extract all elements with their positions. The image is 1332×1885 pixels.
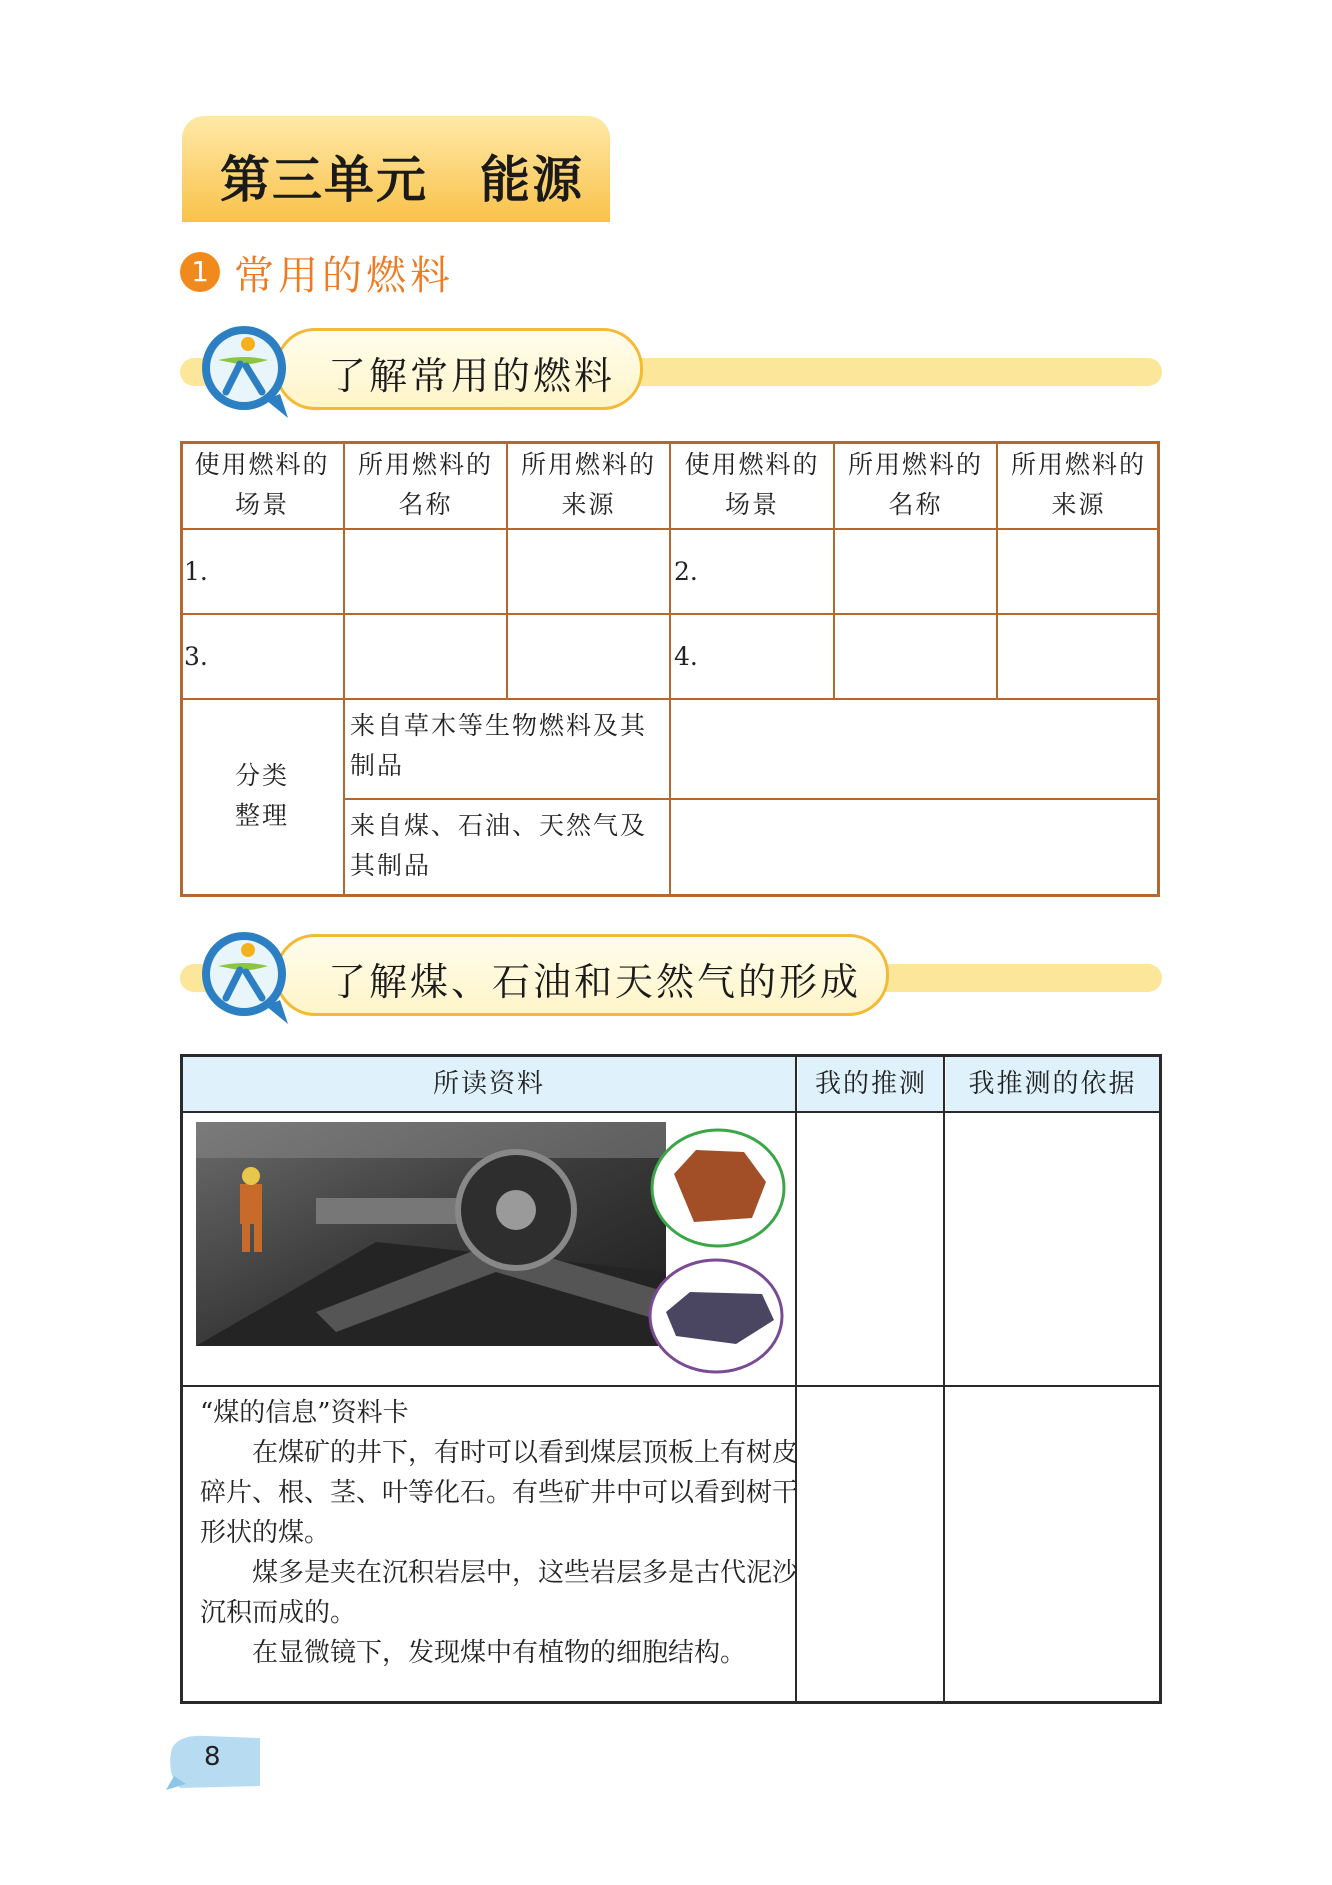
page-number: 8: [204, 1742, 221, 1772]
table2-header-guess: 我的推测: [798, 1056, 944, 1113]
row-label-2: 2.: [674, 557, 698, 586]
lesson-title: 常用的燃料: [234, 253, 454, 299]
lesson-number-badge: 1: [180, 252, 220, 292]
coal-info-paragraph: 在煤矿的井下，有时可以看到煤层顶板上有树皮碎片、根、茎、叶等化石。有些矿井中可以看到树干形状的煤。: [200, 1438, 799, 1548]
header-line: 名称: [888, 490, 943, 519]
classify-biofuel: [350, 706, 670, 786]
activity1-title: 了解常用的燃料: [328, 354, 616, 398]
coal-mine-photo: [196, 1122, 790, 1378]
row-label-1: 1.: [184, 557, 208, 586]
table2-header-basis: 我推测的依据: [946, 1056, 1159, 1113]
classify-line: 来自煤、石油、天然气及: [350, 811, 648, 840]
classify-line: 制品: [350, 751, 405, 780]
coal-info-card-title: “煤的信息”资料卡: [200, 1398, 409, 1428]
header-line: 所用燃料的: [520, 450, 656, 479]
classify-fossil: [350, 806, 670, 886]
header-line: 所用燃料的: [357, 450, 493, 479]
header-line: 使用燃料的: [684, 450, 820, 479]
unit-title: 第三单元 能源: [220, 150, 584, 209]
header-line: 来源: [561, 490, 616, 519]
classify-line: 其制品: [350, 851, 432, 880]
classify-label-line: 分类: [234, 761, 289, 790]
classify-label-line: 整理: [234, 801, 289, 830]
header-line: 所用燃料的: [847, 450, 983, 479]
header-line: 使用燃料的: [194, 450, 330, 479]
header-line: 来源: [1051, 490, 1106, 519]
header-line: 场景: [234, 490, 289, 519]
table1-header-scene: [180, 441, 344, 525]
table1-header-scene-2: [670, 441, 834, 525]
row-label-4: 4.: [674, 642, 698, 671]
row-label-3: 3.: [184, 642, 208, 671]
activity2-title: 了解煤、石油和天然气的形成: [328, 960, 862, 1004]
table1-header-source-2: [997, 441, 1160, 525]
table1-header-name-2: [834, 441, 997, 525]
table1-header-source: [507, 441, 670, 525]
coal-info-card: [200, 1393, 800, 1673]
header-line: 场景: [724, 490, 779, 519]
classify-label: [180, 756, 344, 836]
coal-info-paragraph: 在显微镜下，发现煤中有植物的细胞结构。: [252, 1638, 747, 1668]
table2-header-material: 所读资料: [182, 1056, 796, 1113]
activity-person-icon: [196, 926, 296, 1026]
classify-line: 来自草木等生物燃料及其: [350, 711, 648, 740]
table1-header-name: [344, 441, 507, 525]
coal-info-paragraph: 煤多是夹在沉积岩层中，这些岩层多是古代泥沙沉积而成的。: [200, 1558, 799, 1628]
header-line: 所用燃料的: [1010, 450, 1146, 479]
activity-person-icon: [196, 320, 296, 420]
header-line: 名称: [398, 490, 453, 519]
